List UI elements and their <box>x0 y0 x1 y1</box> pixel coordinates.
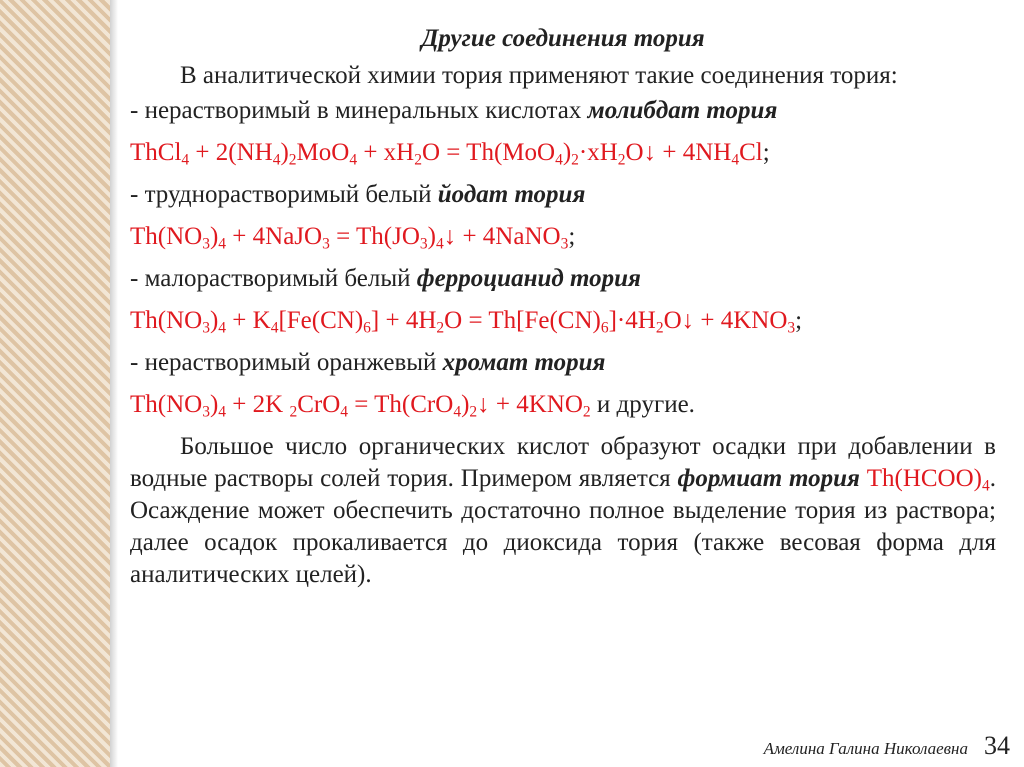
item-molybdate <box>130 94 996 127</box>
author-footer: Амелина Галина Николаевна <box>763 739 968 758</box>
item-iodate-prefix: - труднорастворимый белый <box>130 181 438 208</box>
item-ferrocyanide <box>130 262 996 295</box>
item-iodate <box>130 178 996 211</box>
equation-chromate: $Th(NO_3)_4 + 2K$ $_2CrO_4 = Th(CrO_4)_2↓ + 4KNO_2$ и другие. <box>130 391 695 421</box>
item-chromate <box>130 346 996 379</box>
decorative-side-strip <box>0 0 110 767</box>
equation-ferrocyanide: $Th(NO_3)_4 + K_4[Fe(CN)_6] + 4H_2O$ = $Th[Fe(CN)_6]\cdot 4H_2O↓ + 4KNO_3$; <box>130 307 803 337</box>
item-ferrocyanide-prefix: - малорастворимый белый <box>130 265 417 292</box>
formate-formula: $Th(HCOO)_4$ <box>866 465 990 495</box>
intro-text: В аналитической химии тория применяют такие соединения тория: <box>180 62 898 89</box>
item-molybdate-prefix: - нерастворимый в минеральных кислотах <box>130 97 588 124</box>
item-chromate-prefix: - нерастворимый оранжевый <box>130 349 443 376</box>
closing-paragraph-start: Большое число органических кислот образуют осадки при добавлении в водные растворы солей тория. Примером является <box>130 433 996 492</box>
item-molybdate-name: молибдат тория <box>587 97 778 124</box>
equation-molybdate: ThCl$_4$ + $2(NH_4)_2MoO_4 + xH_2O$ = $Th(MoO_4)_2\cdot xH_2O↓ + 4NH_4Cl$; <box>130 139 770 169</box>
item-iodate-name: йодат тория <box>437 181 586 208</box>
strip-shadow <box>110 0 118 767</box>
item-chromate-name: хромат тория <box>442 349 606 376</box>
equation-iodate: $Th(NO_3)_4$ + 4NaJO$_3$ = $Th(JO_3)_4↓$ + 4NaNO$_3$; <box>130 223 576 253</box>
closing-paragraph-end: . Осаждение может обеспечить достаточно полное выделение тория из раствора; далее осадок прокаливается до диоксида тория (также весовая форма для аналитических целей). <box>130 465 996 588</box>
equation-chromate-tail: и другие. <box>590 391 695 418</box>
page-number: 34 <box>984 731 1010 760</box>
item-ferrocyanide-name: ферроцианид тория <box>416 265 641 292</box>
slide-content <box>130 22 996 591</box>
closing-paragraph <box>130 431 996 591</box>
formate-name: формиат тория <box>677 465 860 492</box>
slide-title: Другие соединения тория <box>421 25 705 52</box>
